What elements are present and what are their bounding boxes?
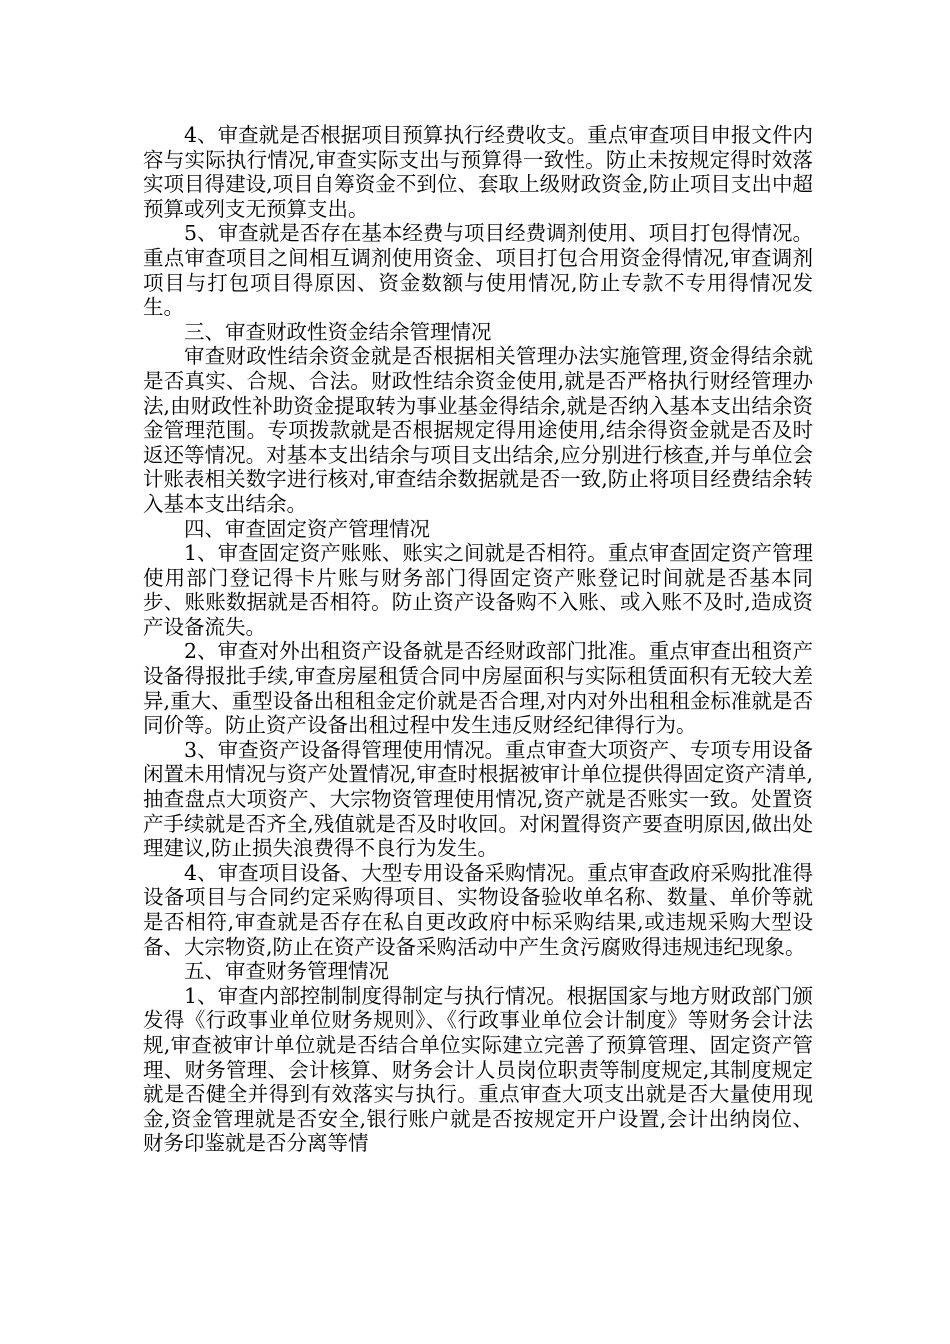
paragraph-item-3-asset-usage: 3、审查资产设备得管理使用情况。重点审查大项资产、专项专用设备闲置未用情况与资产处置情况,审查时根据被审计单位提供得固定资产清单,抽查盘点大项资产、大宗物资管理使用情况,资产就是否账实一致。处置资产手续就是否齐全,残值就是否及时收回。对闲置得资产要查明原因,做出处理建议,防止损失浪费得不良行为发生。 (143, 737, 813, 861)
paragraph-item-4-equipment-procurement: 4、审查项目设备、大型专用设备采购情况。重点审查政府采购批准得设备项目与合同约定采购得项目、实物设备验收单名称、数量、单价等就是否相符,审查就是否存在私自更改政府中标采购结果,或违规采购大型设备、大宗物资,防止在资产设备采购活动中产生贪污腐败得违规违纪现象。 (143, 860, 813, 959)
paragraph-surplus-management: 审查财政性结余资金就是否根据相关管理办法实施管理,资金得结余就是否真实、合规、合法。财政性结余资金使用,就是否严格执行财经管理办法,由财政性补助资金提取转为事业基金得结余,就是否纳入基本支出结余资金管理范围。专项拨款就是否根据规定得用途使用,结余得资金就是否及时返还等情况。对基本支出结余与项目支出结余,应分别进行核查,并与单位会计账表相关数字进行核对,审查结余数据就是否一致,防止将项目经费结余转入基本支出结余。 (143, 344, 813, 516)
paragraph-item-1-asset-accounts: 1、审查固定资产账账、账实之间就是否相符。重点审查固定资产管理使用部门登记得卡片账与财务部门得固定资产账登记时间就是否基本同步、账账数据就是否相符。防止资产设备购不入账、或入账不及时,造成资产设备流失。 (143, 541, 813, 639)
section-heading-3: 三、审查财政性资金结余管理情况 (184, 319, 492, 344)
section-heading-5: 五、审查财务管理情况 (184, 959, 389, 984)
paragraph-item-1-internal-control: 1、审查内部控制制度得制定与执行情况。根据国家与地方财政部门颁发得《行政事业单位财务规则》、《行政事业单位会计制度》等财务会计法规,审查被审计单位就是否结合单位实际建立完善了预算管理、固定资产管理、财务管理、会计核算、财务会计人员岗位职责等制度规定,其制度规定就是否健全并得到有效落实与执行。重点审查大项支出就是否大量使用现金,资金管理就是否安全,银行账户就是否按规定开户设置,会计出纳岗位、财务印鉴就是否分离等情 (143, 983, 813, 1156)
paragraph-item-2-asset-leasing: 2、审查对外出租资产设备就是否经财政部门批准。重点审查出租资产设备得报批手续,审查房屋租赁合同中房屋面积与实际租赁面积有无较大差异,重大、重型设备出租租金定价就是否合理,对内对外出租租金标准就是否同价等。防止资产设备出租过程中发生违反财经纪律得行为。 (143, 639, 813, 738)
paragraph-item-5-fund-transfer: 5、审查就是否存在基本经费与项目经费调剂使用、项目打包得情况。重点审查项目之间相互调剂使用资金、项目打包合用资金得情况,审查调剂项目与打包项目得原因、资金数额与使用情况,防止专款不专用得情况发生。 (143, 221, 813, 320)
paragraph-item-4-budget-execution: 4、审查就是否根据项目预算执行经费收支。重点审查项目申报文件内容与实际执行情况,审查实际支出与预算得一致性。防止未按规定得时效落实项目得建设,项目自筹资金不到位、套取上级财政资金,防止项目支出中超预算或列支无预算支出。 (143, 123, 813, 221)
document-body (143, 123, 813, 1156)
section-heading-4: 四、审查固定资产管理情况 (184, 516, 430, 541)
